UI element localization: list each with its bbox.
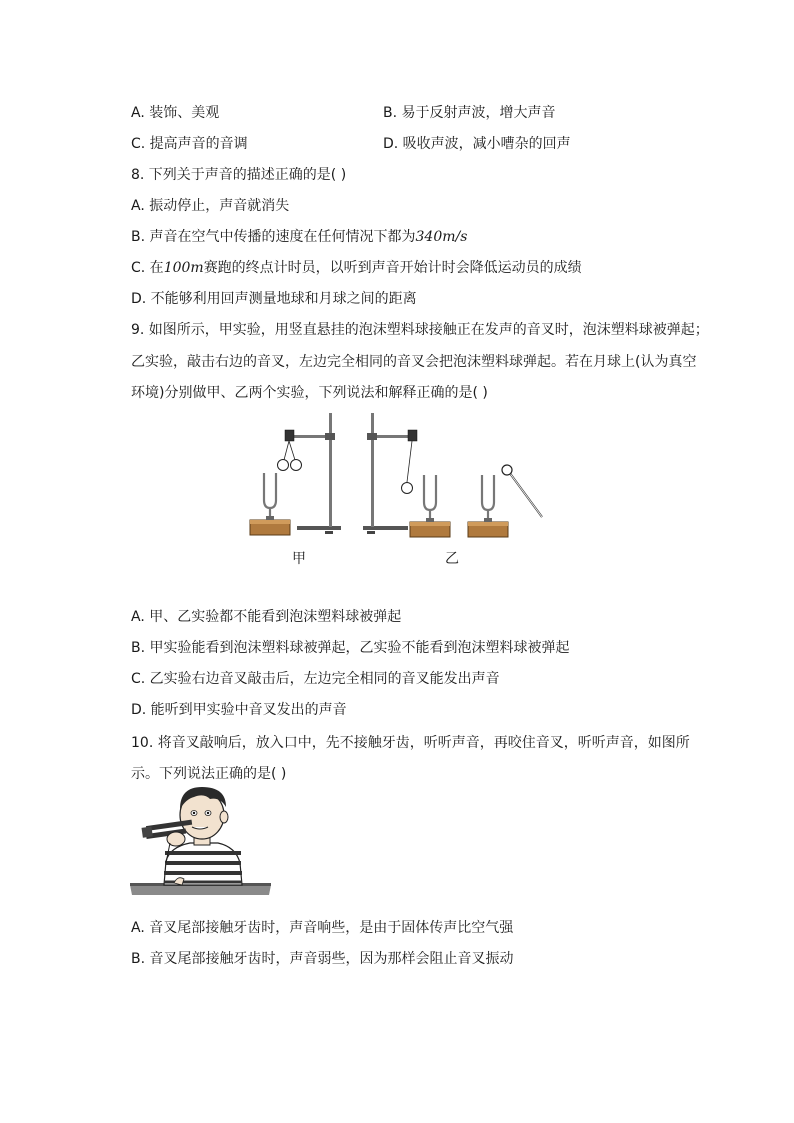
q8-option-a: A. 振动停止，声音就消失 (131, 198, 290, 214)
q8-option-d: D. 不能够利用回声测量地球和月球之间的距离 (131, 291, 417, 307)
q10-option-a: A. 音叉尾部接触牙齿时，声音响些，是由于固体传声比空气强 (131, 920, 514, 936)
q9-option-d: D. 能听到甲实验中音叉发出的声音 (131, 702, 347, 718)
q8-option-b (131, 227, 467, 247)
table (130, 885, 271, 895)
q7-option-d: D. 吸收声波，减小嘈杂的回声 (383, 136, 571, 152)
q10-option-b: B. 音叉尾部接触牙齿时，声音弱些，因为那样会阻止音叉振动 (131, 951, 514, 967)
q8-stem: 8. 下列关于声音的描述正确的是( ) (131, 167, 347, 183)
stand-base-yi (363, 526, 408, 530)
tuning-fork-icon (424, 475, 436, 522)
q8-option-c (131, 258, 582, 278)
foam-ball-icon (291, 460, 302, 471)
q7-option-b: B. 易于反射声波，增大声音 (383, 105, 556, 121)
mallet-icon (502, 465, 542, 517)
experiment-jia-apparatus (250, 413, 341, 535)
q9-option-b: B. 甲实验能看到泡沫塑料球被弹起，乙实验不能看到泡沫塑料球被弹起 (131, 640, 570, 656)
experiment-yi-apparatus (363, 413, 542, 537)
tuning-fork-icon (482, 475, 494, 522)
q8-option-c-pre: C. 在 (131, 260, 164, 276)
tuning-fork-icon (264, 473, 276, 520)
q9-stem-line-3: 环境)分别做甲、乙两个实验，下列说法和解释正确的是( ) (131, 385, 488, 401)
q9-stem-line-1: 9. 如图所示，甲实验，用竖直悬挂的泡沫塑料球接触正在发声的音叉时，泡沫塑料球被弹起； (131, 322, 709, 338)
q9-option-a: A. 甲、乙实验都不能看到泡沫塑料球被弹起 (131, 609, 402, 625)
q8-option-c-post: 赛跑的终点计时员，以听到声音开始计时会降低运动员的成绩 (203, 260, 582, 276)
figure-caption-jia: 甲 (292, 551, 306, 567)
q8-option-b-text: B. 声音在空气中传播的速度在任何情况下都为 (131, 229, 416, 245)
q8-option-b-speed: 340m/s (415, 229, 468, 245)
q8-option-c-distance: 100m (163, 260, 204, 276)
foam-ball-icon (278, 460, 289, 471)
q10-stem-line-1: 10. 将音叉敲响后，放入口中，先不接触牙齿，听听声音，再咬住音叉，听听声音，如图所 (131, 735, 690, 751)
q7-option-a: A. 装饰、美观 (131, 105, 220, 121)
boy-biting-tuning-fork-figure (128, 783, 273, 903)
q7-option-c: C. 提高声音的音调 (131, 136, 248, 152)
q10-stem-line-2: 示。下列说法正确的是( ) (131, 766, 287, 782)
figure-caption-yi: 乙 (445, 551, 459, 567)
q9-option-c: C. 乙实验右边音叉敲击后，左边完全相同的音叉能发出声音 (131, 671, 500, 687)
stand-base-jia (297, 526, 341, 530)
stand-rod-yi (371, 413, 374, 527)
tuning-fork-experiment-figure (245, 408, 550, 543)
stand-rod-jia (329, 413, 332, 527)
q9-stem-line-2: 乙实验，敲击右边的音叉，左边完全相同的音叉会把泡沫塑料球弹起。若在月球上(认为真空 (131, 354, 697, 370)
foam-ball-icon (402, 483, 413, 494)
